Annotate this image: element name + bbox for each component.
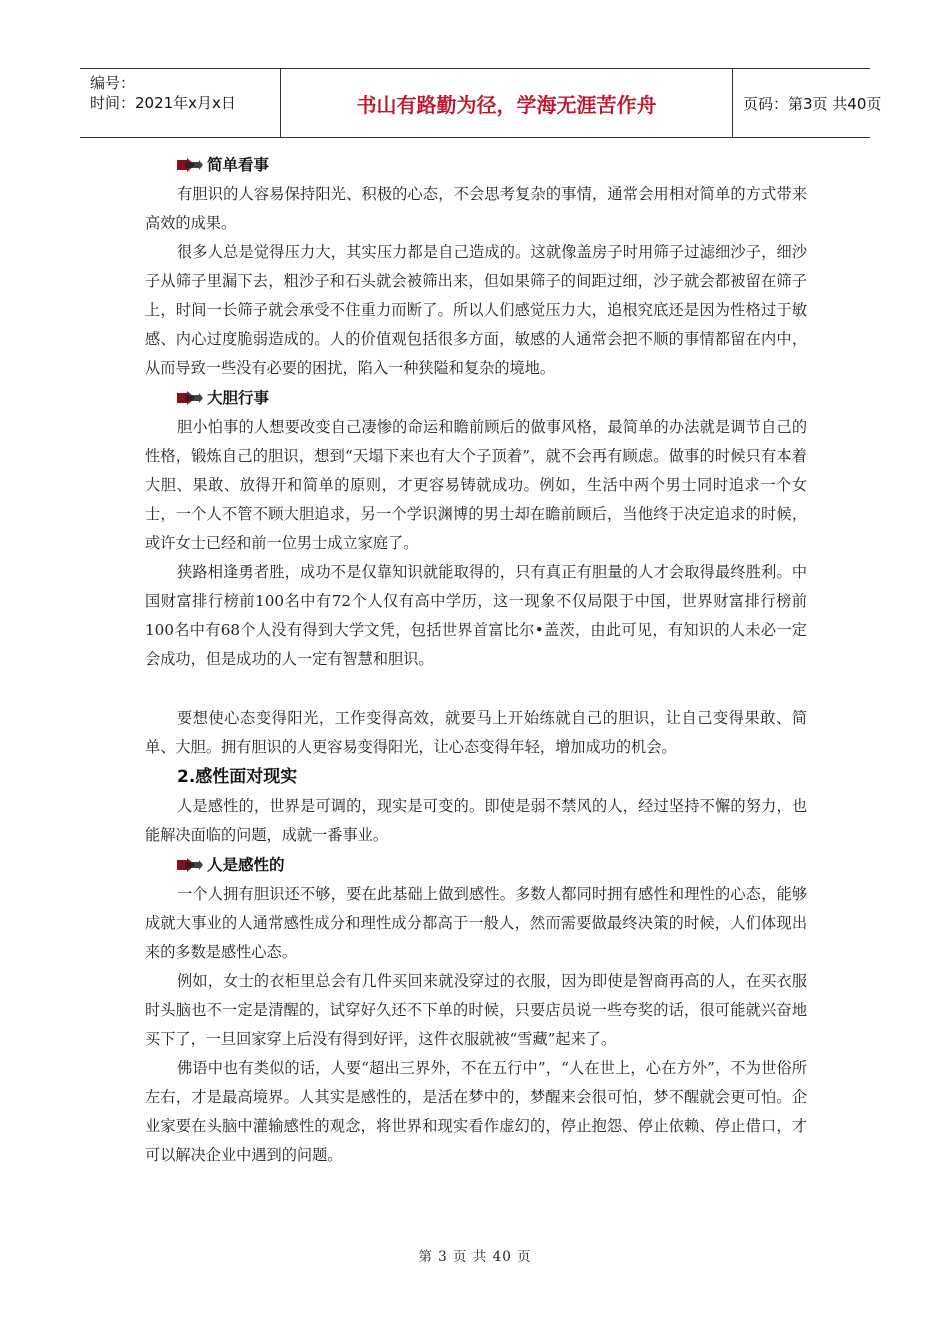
document-body (145, 150, 807, 1170)
chapter-heading: 2.感性面对现实 (177, 767, 298, 787)
blank-line (145, 674, 807, 704)
section-heading (177, 150, 807, 180)
section-title: 人是感性的 (207, 856, 285, 874)
paragraph: 有胆识的人容易保持阳光、积极的心态，不会思考复杂的事情，通常会用相对简单的方式带来高效的成果。 (145, 185, 807, 232)
paragraph: 一个人拥有胆识还不够，要在此基础上做到感性。多数人都同时拥有感性和理性的心态，能够成就大事业的人通常感性成分和理性成分都高于一般人，然而需要做最终决策的时候，人们体现出来的多数是感性心态。 (145, 885, 807, 961)
arrow-bullet-icon (177, 158, 203, 172)
paragraph: 例如，女士的衣柜里总会有几件买回来就没穿过的衣服，因为即使是智商再高的人，在买衣服时头脑也不一定是清醒的，试穿好久还不下单的时候，只要店员说一些夸奖的话，很可能就兴奋地买下了，一旦回家穿上后没有得到好评，这件衣服就被“雪藏”起来了。 (145, 972, 807, 1048)
section-heading (177, 383, 807, 413)
header-page-label: 页码：第3页 共40页 (743, 94, 882, 113)
paragraph: 要想使心态变得阳光，工作变得高效，就要马上开始练就自己的胆识，让自己变得果敢、简单、大胆。拥有胆识的人更容易变得阳光，让心态变得年轻，增加成功的机会。 (145, 709, 807, 756)
section-title: 简单看事 (207, 156, 270, 174)
paragraph: 胆小怕事的人想要改变自己凄惨的命运和瞻前顾后的做事风格，最简单的办法就是调节自己的性格，锻炼自己的胆识，想到“天塌下来也有大个子顶着”，就不会再有顾虑。做事的时候只有本着大胆、果敢、放得开和简单的原则，才更容易铸就成功。例如，生活中两个男士同时追求一个女士，一个人不管不顾大胆追求，另一个学识渊博的男士却在瞻前顾后，当他终于决定追求的时候，或许女士已经和前一位男士成立家庭了。 (145, 418, 807, 552)
arrow-bullet-icon (177, 858, 203, 872)
header-meta (80, 69, 281, 137)
section-title: 大胆行事 (207, 389, 270, 407)
page-footer: 第 3 页 共 40 页 (418, 1249, 532, 1265)
arrow-bullet-icon (177, 391, 203, 405)
paragraph: 人是感性的，世界是可调的，现实是可变的。即使是弱不禁风的人，经过坚持不懈的努力，也能解决面临的问题，成就一番事业。 (145, 797, 807, 844)
header-motto: 书山有路勤为径，学海无涯苦作舟 (281, 69, 733, 137)
paragraph: 佛语中也有类似的话，人要“超出三界外，不在五行中”，“人在世上，心在方外”，不为世俗所左右，才是最高境界。人其实是感性的，是活在梦中的，梦醒来会很可怕，梦不醒就会更可怕。企业家要在头脑中灌输感性的观念，将世界和现实看作虚幻的，停止抱怨、停止依赖、停止借口，才可以解决企业中遇到的问题。 (145, 1059, 807, 1164)
section-heading (177, 850, 807, 880)
paragraph: 狭路相逢勇者胜，成功不是仅靠知识就能取得的，只有真正有胆量的人才会取得最终胜利。中国财富排行榜前100名中有72个人仅有高中学历，这一现象不仅局限于中国，世界财富排行榜前100名中有68个人没有得到大学文凭，包括世界首富比尔•盖茨，由此可见，有知识的人未必一定会成功，但是成功的人一定有智慧和胆识。 (145, 563, 807, 668)
doc-time-label: 时间：2021年x月x日 (90, 94, 236, 112)
paragraph: 很多人总是觉得压力大，其实压力都是自己造成的。这就像盖房子时用筛子过滤细沙子，细沙子从筛子里漏下去，粗沙子和石头就会被筛出来，但如果筛子的间距过细，沙子就会都被留在筛子上，时间一长筛子就会承受不住重力而断了。所以人们感觉压力大，追根究底还是因为性格过于敏感、内心过度脆弱造成的。人的价值观包括很多方面，敏感的人通常会把不顺的事情都留在内中，从而导致一些没有必要的困扰，陷入一种狭隘和复杂的境地。 (145, 243, 807, 377)
page-header (80, 68, 882, 138)
doc-number-label: 编号： (90, 74, 136, 92)
